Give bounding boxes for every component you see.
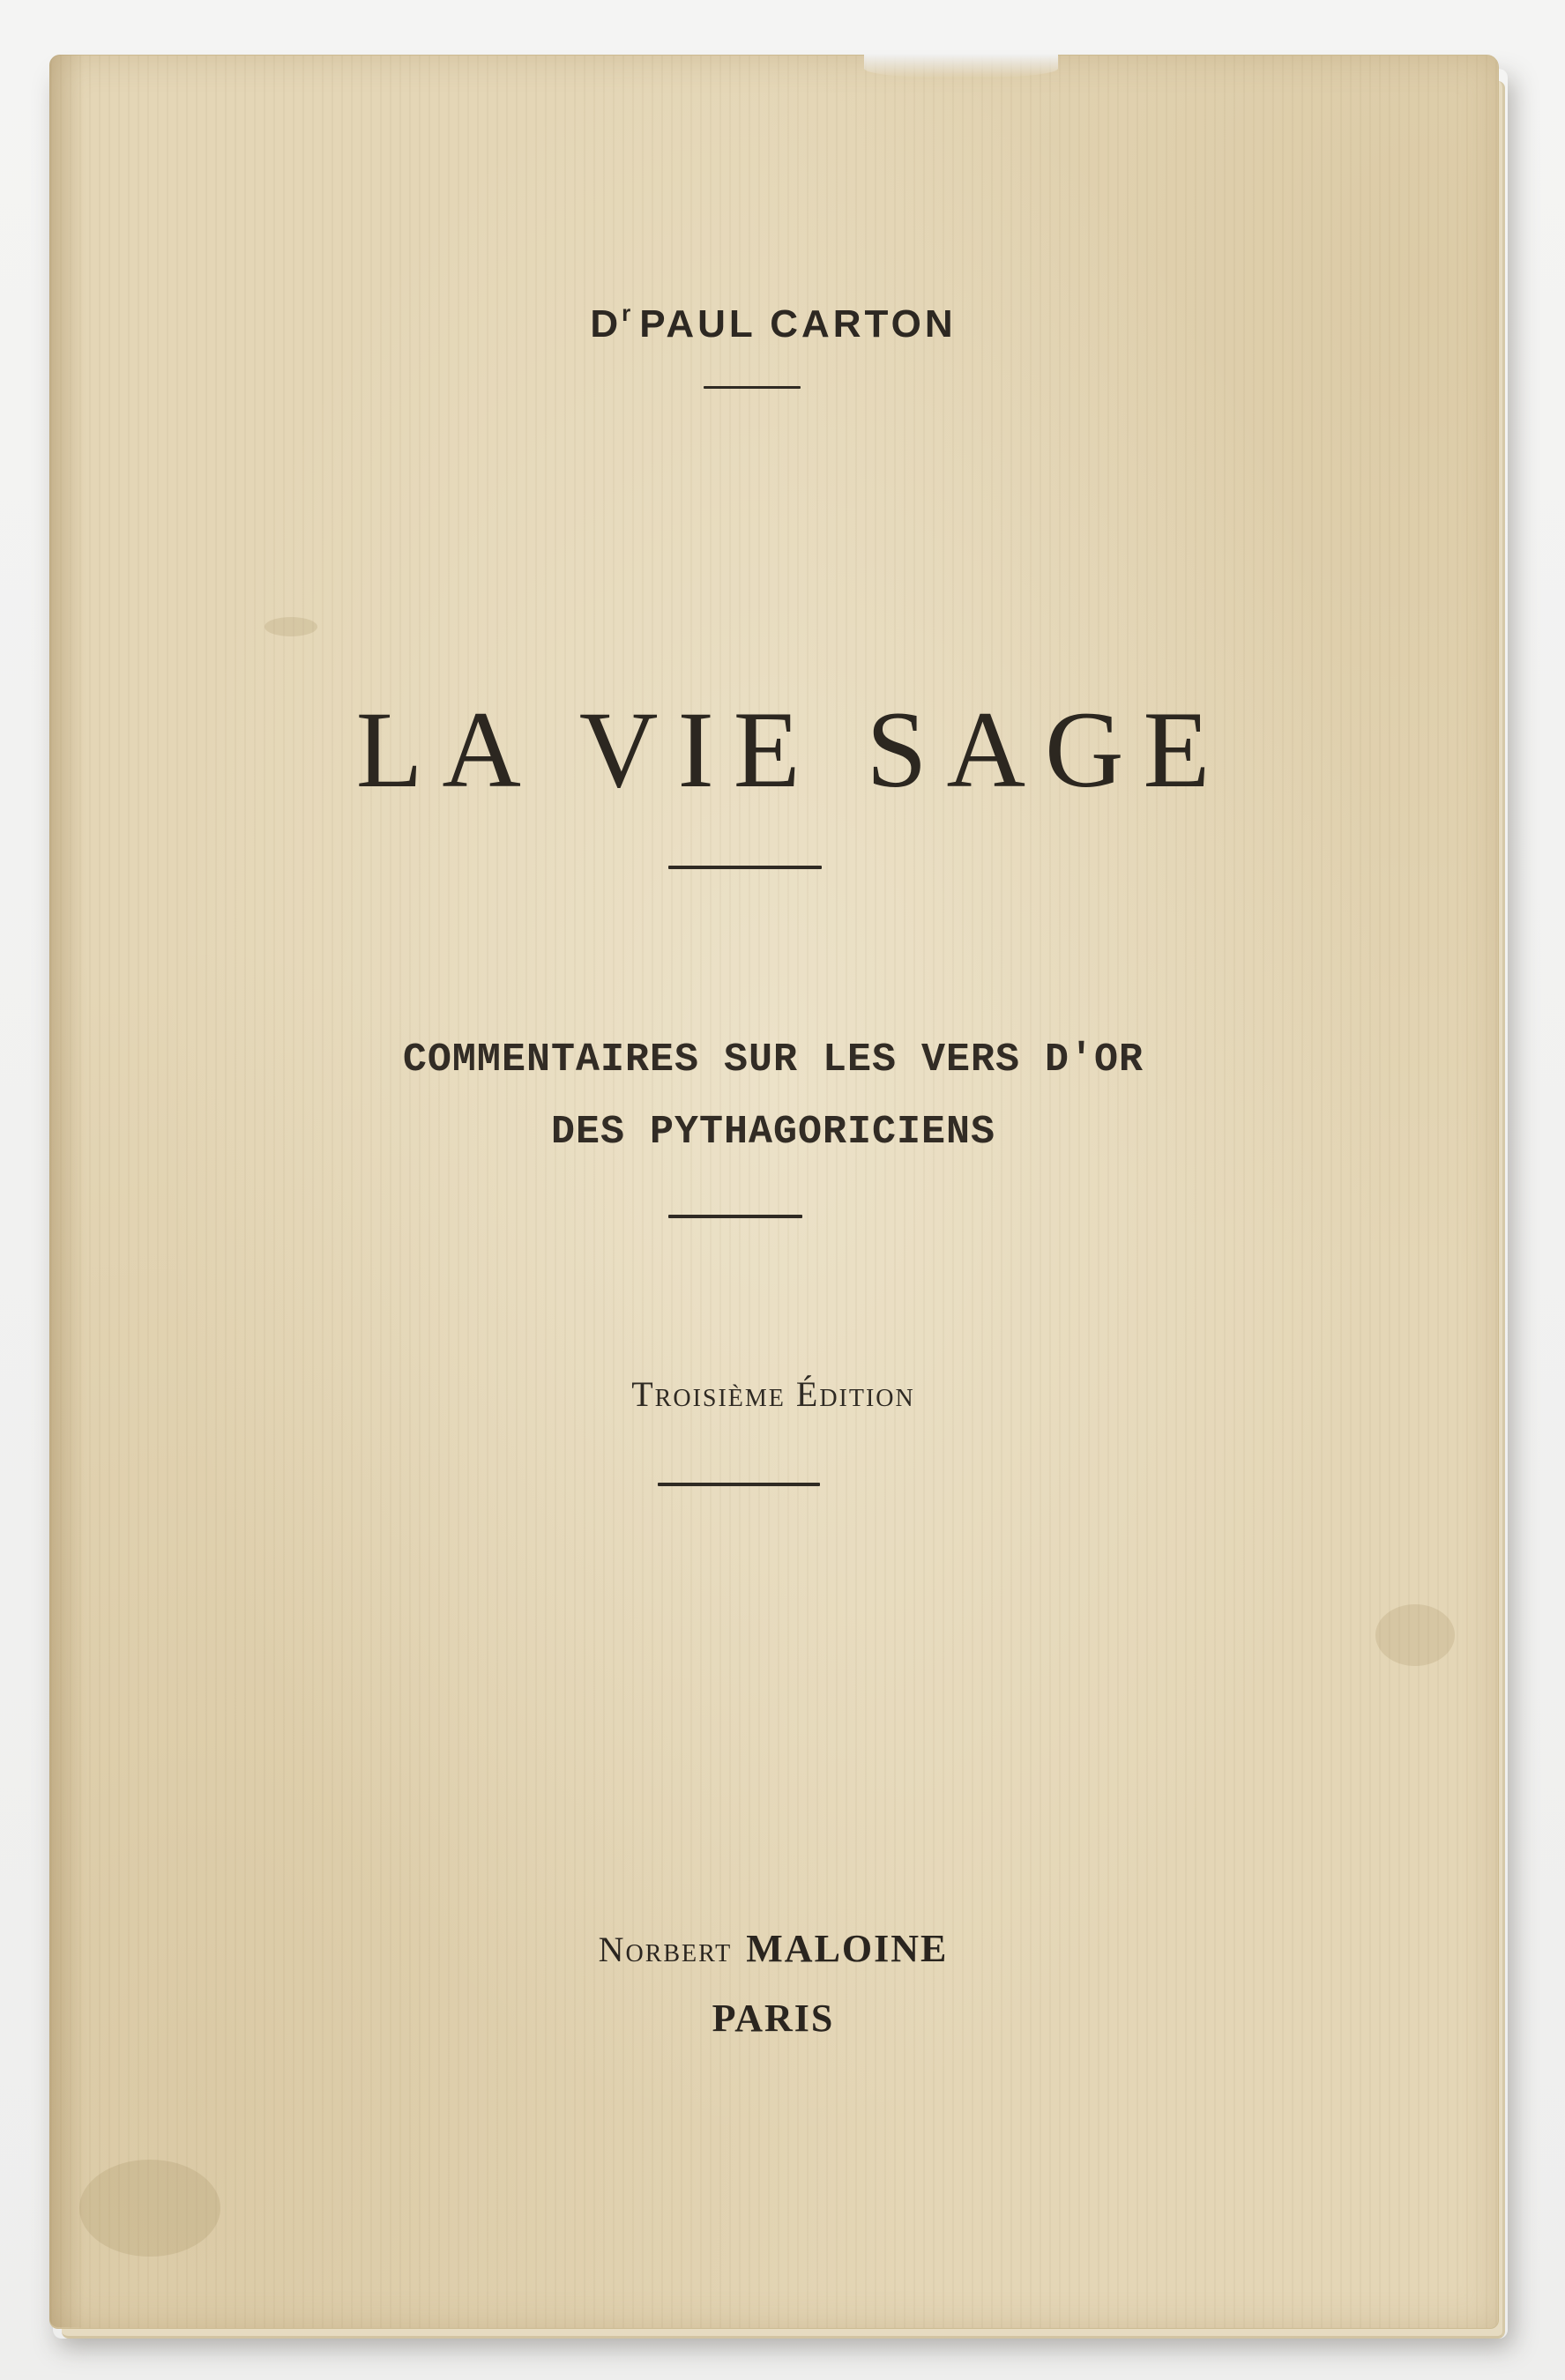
publisher-first-name: Norbert [598,1930,733,1969]
subtitle-line-2: DES PYTHAGORICIENS [550,1110,996,1155]
divider-rule [668,866,822,869]
subtitle-line-1: COMMENTAIRES SUR LES VERS D'OR [402,1038,1144,1082]
cover-text-block [49,55,1497,2327]
author-name [49,300,1497,346]
author-prefix-superscript: r [622,300,631,326]
divider-rule [658,1483,820,1486]
author-prefix: D [590,302,622,346]
publisher-name [49,1915,1497,1984]
divider-rule [704,386,801,389]
publisher-last-name: MALOINE [746,1927,949,1970]
book-subtitle [49,1024,1497,1169]
divider-rule [668,1215,802,1218]
publisher-city: PARIS [712,1997,835,2040]
edition-label: Troisième Édition [631,1374,915,1414]
book-title: LA VIE SAGE [355,689,1230,810]
publisher-block [49,1915,1497,2053]
author-surname: PAUL CARTON [639,302,957,346]
